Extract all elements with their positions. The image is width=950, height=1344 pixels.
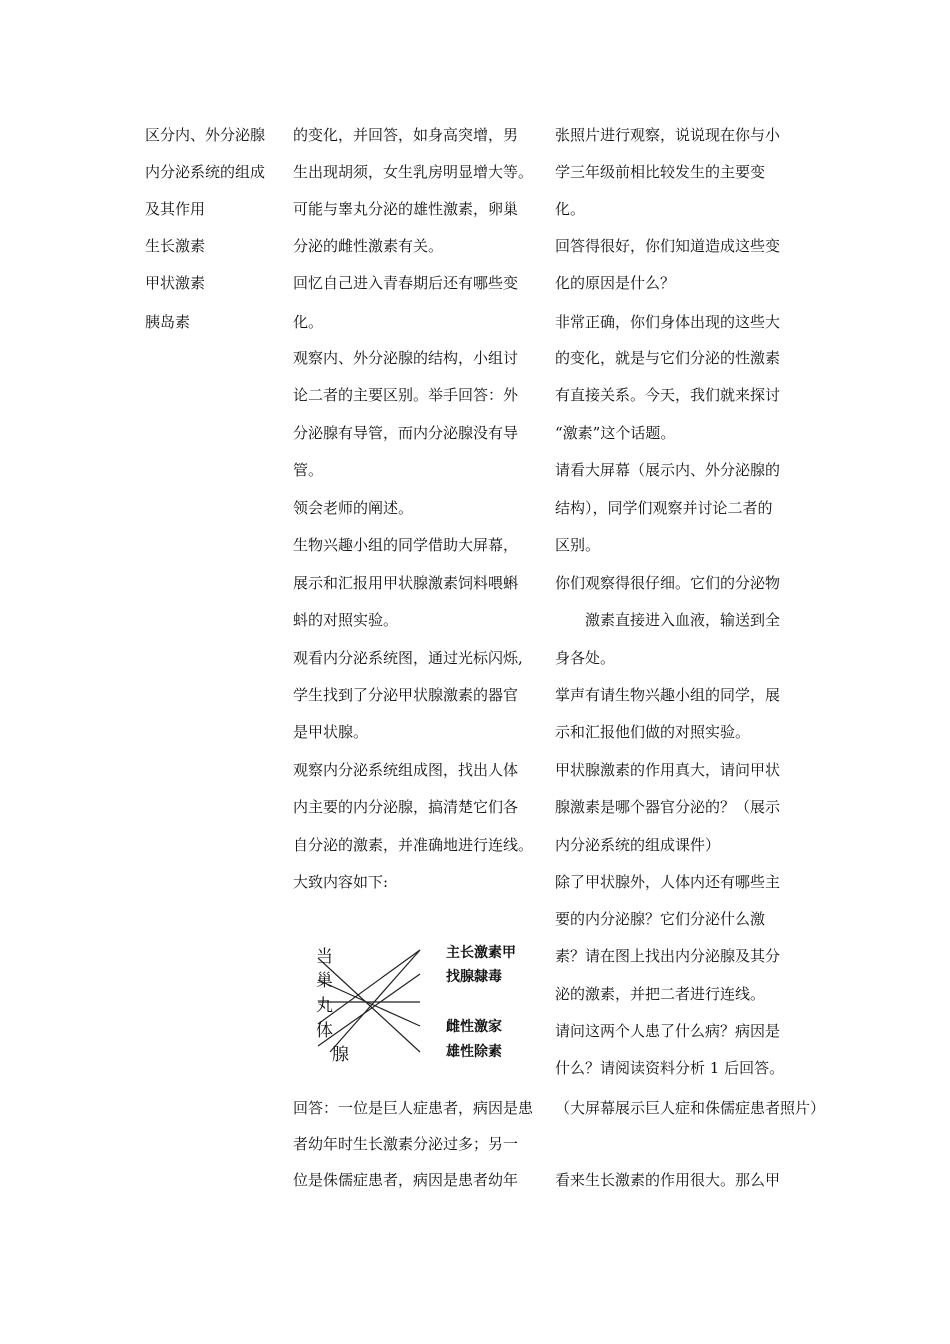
right-line: 身各处。 xyxy=(555,649,616,667)
right-line: 什么？请阅读资料分析 1 后回答。 xyxy=(555,1059,785,1077)
middle-line: 者幼年时生长激素分泌过多；另一 xyxy=(293,1135,519,1153)
right-line: 非常正确，你们身体出现的这些大 xyxy=(555,313,781,331)
hormone-label: 主长激素甲 xyxy=(446,945,516,961)
hormone-label: 雌性激家 xyxy=(446,1019,502,1035)
right-line: 化。 xyxy=(555,200,586,218)
right-line: 化的原因是什么？ xyxy=(555,274,676,292)
right-line: 你们观察得很仔细。它们的分泌物 xyxy=(555,574,781,592)
middle-line: 自分泌的激素，并准确地进行连线。 xyxy=(293,836,534,854)
left-line: 区分内、外分泌腺 xyxy=(145,126,266,144)
left-line: 甲状激素 xyxy=(145,274,206,292)
right-line: 区别。 xyxy=(555,536,601,554)
middle-line: 管。 xyxy=(293,461,324,479)
gland-label: 丸 xyxy=(316,996,333,1016)
middle-line: 观看内分泌系统图，通过光标闪烁, xyxy=(293,649,523,667)
middle-line: 蚪的对照实验。 xyxy=(293,611,399,629)
hormone-label: 找腺隸毒 xyxy=(446,969,502,985)
middle-line: 论二者的主要区别。举手回答：外 xyxy=(293,386,519,404)
gland-label: 当 xyxy=(316,947,333,967)
middle-line: 位是侏儒症患者，病因是患者幼年 xyxy=(293,1171,519,1189)
right-line: 示和汇报他们做的对照实验。 xyxy=(555,723,751,741)
middle-line: 可能与睾丸分泌的雄性激素，卵巢 xyxy=(293,200,519,218)
right-line: 泌的激素，并把二者进行连线。 xyxy=(555,985,766,1003)
left-line: 生长激素 xyxy=(145,237,206,255)
right-line: 内分泌系统的组成课件） xyxy=(555,836,721,854)
middle-line: 回忆自己进入青春期后还有哪些变 xyxy=(293,274,519,292)
hormone-label: 雄性除素 xyxy=(446,1044,502,1060)
right-line: 腺激素是哪个器官分泌的？（展示 xyxy=(555,798,781,816)
right-line: （大屏幕展示巨人症和侏儒症患者照片） xyxy=(555,1099,826,1117)
right-line: 有直接关系。今天，我们就来探讨 xyxy=(555,386,781,404)
middle-line: 化。 xyxy=(293,313,324,331)
right-line: 请问这两个人患了什么病？病因是 xyxy=(555,1022,781,1040)
endocrine-matching-figure xyxy=(310,940,550,1070)
gland-label: 体 xyxy=(316,1021,333,1041)
middle-line: 展示和汇报用甲状腺激素饲料喂蝌 xyxy=(293,574,519,592)
middle-line: 内主要的内分泌腺，搞清楚它们各 xyxy=(293,798,519,816)
gland-label: 腺 xyxy=(332,1045,349,1065)
right-line: 激素直接进入血液，输送到全 xyxy=(585,611,781,629)
middle-line: 分泌腺有导管，而内分泌腺没有导 xyxy=(293,424,519,442)
connector-line xyxy=(318,958,420,1052)
right-line: 要的内分泌腺？它们分泌什么激 xyxy=(555,910,766,928)
gland-label: 巢 xyxy=(316,971,333,991)
right-line: 素？请在图上找出内分泌腺及其分 xyxy=(555,947,781,965)
connector-line xyxy=(330,950,420,1052)
middle-line: 学生找到了分泌甲状腺激素的器官 xyxy=(293,686,519,704)
right-line: 甲状腺激素的作用真大，请问甲状 xyxy=(555,761,781,779)
middle-line: 的变化，并回答，如身高突增，男 xyxy=(293,126,519,144)
right-line: 看来生长激素的作用很大。那么甲 xyxy=(555,1171,781,1189)
right-line: 结构），同学们观察并讨论二者的 xyxy=(555,499,773,517)
left-line: 及其作用 xyxy=(145,200,206,218)
left-line: 胰岛素 xyxy=(145,313,191,331)
right-line: “激素”这个话题。 xyxy=(555,424,676,442)
middle-line: 生物兴趣小组的同学借助大屏幕， xyxy=(293,536,519,554)
middle-line: 是甲状腺。 xyxy=(293,723,369,741)
middle-line: 观察内、外分泌腺的结构，小组讨 xyxy=(293,349,519,367)
middle-line: 生出现胡须，女生乳房明显增大等。 xyxy=(293,163,534,181)
right-line: 回答得很好，你们知道造成这些变 xyxy=(555,237,781,255)
middle-line: 观察内分泌系统组成图，找出人体 xyxy=(293,761,519,779)
middle-line: 回答：一位是巨人症患者，病因是患 xyxy=(293,1099,534,1117)
right-line: 请看大屏幕（展示内、外分泌腺的 xyxy=(555,461,781,479)
right-line: 张照片进行观察，说说现在你与小 xyxy=(555,126,781,144)
right-line: 的变化，就是与它们分泌的性激素 xyxy=(555,349,781,367)
connector-line xyxy=(318,974,420,1046)
middle-line: 大致内容如下: xyxy=(293,873,389,891)
middle-line: 分泌的雌性激素有关。 xyxy=(293,237,444,255)
middle-line: 领会老师的阐述。 xyxy=(293,499,414,517)
right-line: 除了甲状腺外，人体内还有哪些主 xyxy=(555,873,781,891)
right-line: 学三年级前相比较发生的主要变 xyxy=(555,163,766,181)
right-line: 掌声有请生物兴趣小组的同学，展 xyxy=(555,686,781,704)
left-line: 内分泌系统的组成 xyxy=(145,163,266,181)
